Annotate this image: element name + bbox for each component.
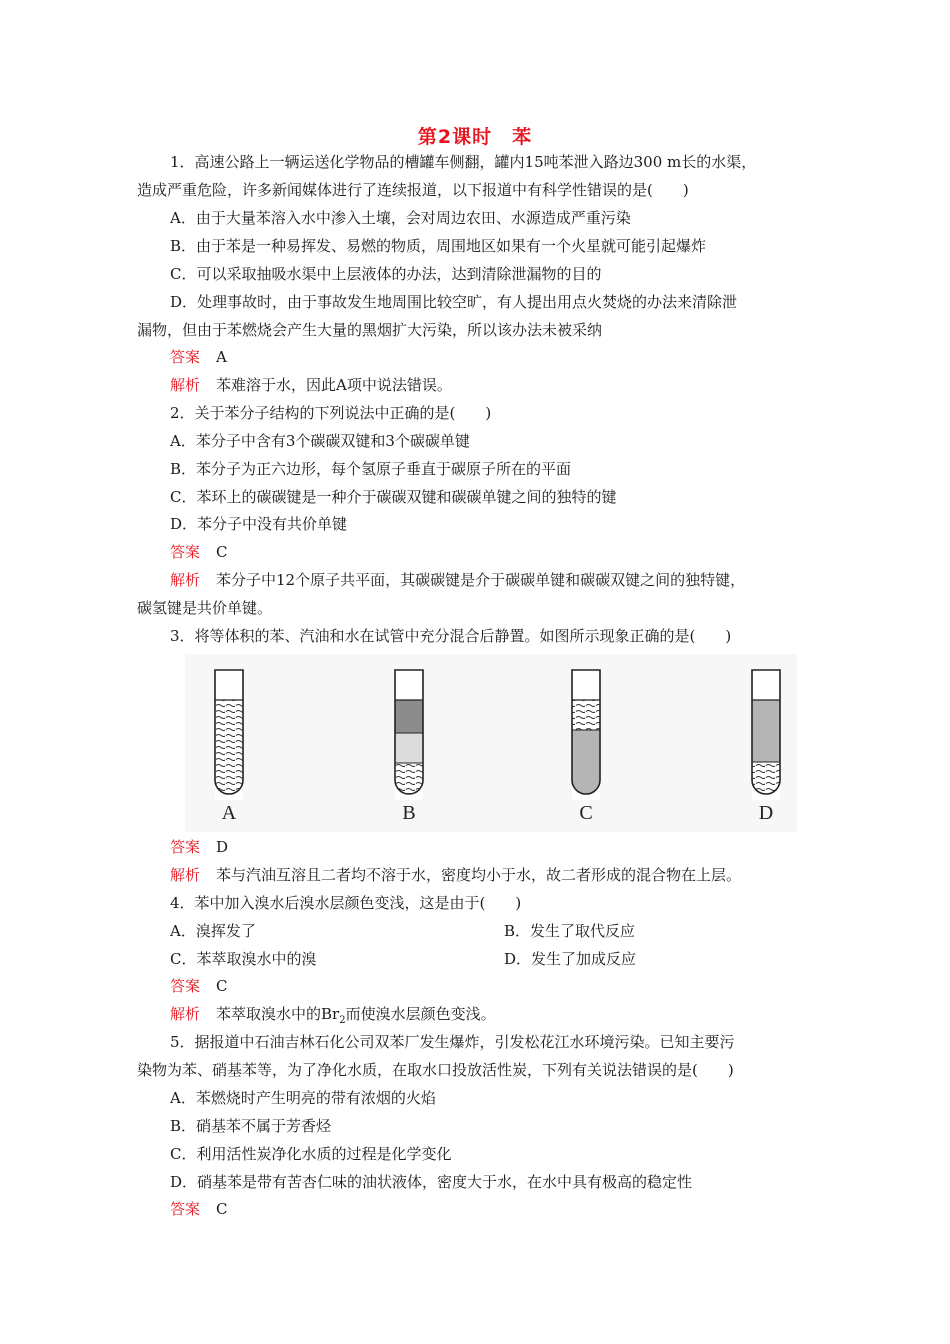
analysis-label: 解析 [170,376,201,394]
answer-label: 答案 [170,543,201,561]
test-tube-diagram [185,654,797,832]
q1-stem-line1: 1．高速公路上一辆运送化学物品的槽罐车侧翻，罐内15吨苯泄入路边300 m长的水渠， [170,153,757,171]
q5-option-b: B．硝基苯不属于芳香烃 [170,1117,332,1135]
analysis-label: 解析 [170,571,201,589]
q4-stem: 4．苯中加入溴水后溴水层颜色变浅，这是由于( ) [170,894,522,912]
q1-option-c: C．可以采取抽吸水渠中上层液体的办法，达到清除泄漏物的目的 [170,265,602,283]
answer-label: 答案 [170,1200,201,1218]
tube-label-b: B [402,802,416,824]
answer-value: D [216,838,229,856]
q1-option-d-line2: 漏物，但由于苯燃烧会产生大量的黑烟扩大污染，所以该办法未被采纳 [137,321,603,339]
analysis-label: 解析 [170,866,201,884]
tube-label-a: A [221,802,237,824]
q4-option-c: C．苯萃取溴水中的溴 [170,950,317,968]
q5-answer [170,1199,228,1219]
q2-answer [170,542,228,562]
q3-analysis [170,865,741,885]
q1-option-a: A．由于大量苯溶入水中渗入土壤，会对周边农田、水源造成严重污染 [170,209,631,227]
page-title: 第2课时 苯 [417,126,533,148]
answer-label: 答案 [170,348,201,366]
analysis-text: 苯与汽油互溶且二者均不溶于水，密度均小于水，故二者形成的混合物在上层。 [216,866,742,884]
analysis-text: 苯难溶于水，因此A项中说法错误。 [216,376,452,394]
analysis-text: 苯萃取溴水中的Br [216,1005,340,1023]
tube-c [572,670,600,804]
analysis-text: 苯分子中12个原子共平面，其碳碳键是介于碳碳单键和碳碳双键之间的独特键， [216,571,746,589]
answer-value: C [216,1200,228,1218]
q1-stem-line2: 造成严重危险，许多新闻媒体进行了连续报道，以下报道中有科学性错误的是( ) [137,181,689,199]
q1-analysis [170,375,452,395]
answer-value: C [216,977,228,995]
tube-d [752,670,780,804]
q4-option-b: B．发生了取代反应 [504,922,636,940]
q4-option-d: D．发生了加成反应 [504,950,637,968]
tube-label-d: D [758,802,774,824]
q3-answer [170,837,228,857]
tube-a [215,670,243,800]
q4-option-a: A．溴挥发了 [170,922,256,940]
test-tube-figure [185,654,797,832]
q5-option-d: D．硝基苯是带有苦杏仁味的油状液体，密度大于水，在水中具有极高的稳定性 [170,1173,693,1191]
q1-option-b: B．由于苯是一种易挥发、易燃的物质，周围地区如果有一个火星就可能引起爆炸 [170,237,707,255]
q5-stem-line1: 5．据报道中石油吉林石化公司双苯厂发生爆炸，引发松花江水环境污染。已知主要污 [170,1033,735,1051]
q1-option-d-line1: D．处理事故时，由于事故发生地周围比较空旷，有人提出用点火焚烧的办法来清除泄 [170,293,738,311]
analysis-label: 解析 [170,1005,201,1023]
answer-label: 答案 [170,977,201,995]
q1-answer [170,347,227,367]
analysis-text-end: 而使溴水层颜色变浅。 [345,1005,496,1023]
q2-stem: 2．关于苯分子结构的下列说法中正确的是( ) [170,404,492,422]
q2-analysis-line2: 碳氢键是共价单键。 [137,599,273,617]
q2-analysis-line1 [170,570,745,590]
answer-value: A [216,348,227,366]
q2-option-b: B．苯分子为正六边形，每个氢原子垂直于碳原子所在的平面 [170,460,572,478]
q2-option-a: A．苯分子中含有3个碳碳双键和3个碳碳单键 [170,432,470,450]
tube-label-c: C [579,802,593,824]
q5-option-a: A．苯燃烧时产生明亮的带有浓烟的火焰 [170,1089,436,1107]
q2-option-c: C．苯环上的碳碳键是一种介于碳碳双键和碳碳单键之间的独特的键 [170,488,617,506]
analysis-subscript: 2 [339,1015,346,1026]
q5-stem-line2: 染物为苯、硝基苯等，为了净化水质，在取水口投放活性炭，下列有关说法错误的是( ) [137,1061,734,1079]
q3-stem: 3．将等体积的苯、汽油和水在试管中充分混合后静置。如图所示现象正确的是( ) [170,627,732,645]
q4-answer [170,976,228,996]
answer-label: 答案 [170,838,201,856]
q2-option-d: D．苯分子中没有共价单键 [170,515,348,533]
q5-option-c: C．利用活性炭净化水质的过程是化学变化 [170,1145,452,1163]
tube-b [395,670,423,803]
answer-value: C [216,543,228,561]
q4-analysis [170,1004,496,1031]
